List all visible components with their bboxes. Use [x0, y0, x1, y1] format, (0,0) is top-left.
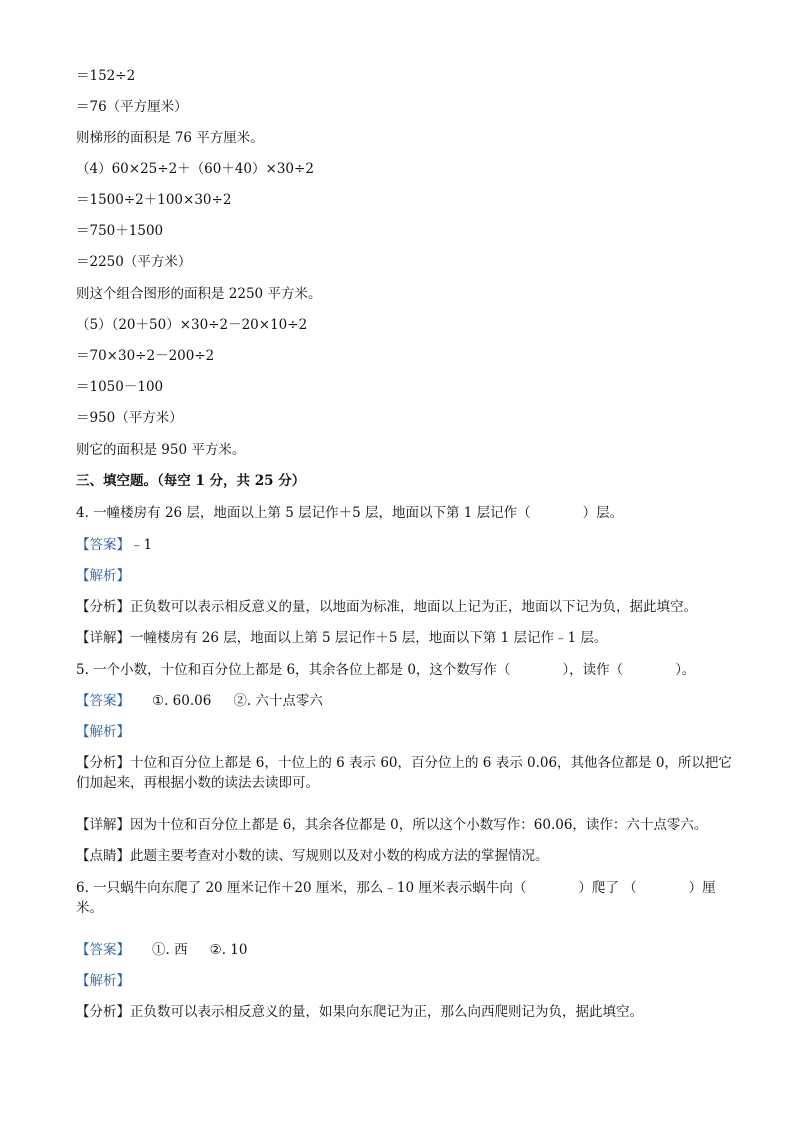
- analysis-label: 【分析】: [76, 1004, 130, 1020]
- question-4-answer: [76, 535, 734, 555]
- analysis-text: 正负数可以表示相反意义的量，以地面为标准，地面以上记为正，地面以下记为负，据此填空。: [130, 599, 697, 615]
- question-stem-text: ）。: [675, 662, 696, 678]
- question-stem-text: 6. 一只蜗牛向东爬了 20 厘米记作＋20 厘米，那么﹣10 厘米表示蜗牛向（: [76, 880, 527, 896]
- calc-line: ＝2250（平方米）: [76, 254, 192, 270]
- analysis-head-label: 【解析】: [76, 724, 130, 740]
- question-5-comment: [76, 846, 734, 866]
- answer-value: ①. 60.06: [152, 693, 212, 709]
- calc-line: （4）60×25÷2＋（60＋40）×30÷2: [76, 161, 314, 177]
- analysis-head-label: 【解析】: [76, 973, 130, 989]
- calc-line: ＝76（平方厘米）: [76, 99, 188, 115]
- question-4-detail: [76, 628, 734, 648]
- question-5-analysis: [76, 753, 734, 793]
- question-4-analysis: [76, 597, 734, 617]
- conclusion-line: 则它的面积是 950 平方米。: [76, 442, 246, 458]
- question-5-answer: [76, 691, 734, 711]
- calc-line: ＝152÷2: [76, 68, 136, 84]
- question-stem-text: 4. 一幢楼房有 26 层，地面以上第 5 层记作＋5 层，地面以下第 1 层记作（: [76, 505, 531, 521]
- analysis-label: 【分析】: [76, 599, 130, 615]
- detail-text: 因为十位和百分位上都是 6，其余各位都是 0，所以这个小数写作：60.06，读作：六十点零六。: [130, 817, 708, 833]
- calc-line: ＝950（平方米）: [76, 410, 183, 426]
- analysis-head-label: 【解析】: [76, 568, 130, 584]
- question-stem-text: ），读作（: [562, 662, 624, 678]
- conclusion-line: 则这个组合图形的面积是 2250 平方米。: [76, 286, 322, 302]
- question-stem-text: ）厘米。: [76, 880, 716, 916]
- question-4-stem: [76, 503, 734, 523]
- answer-label: 【答案】: [76, 537, 130, 553]
- answer-value: ①. 西: [152, 942, 188, 958]
- calc-line: ＝1500÷2＋100×30÷2: [76, 192, 232, 208]
- question-stem-text: 5. 一个小数，十位和百分位上都是 6，其余各位上都是 0，这个数写作（: [76, 662, 511, 678]
- answer-label: 【答案】: [76, 942, 130, 958]
- detail-label: 【详解】: [76, 630, 130, 646]
- question-5-analysis-head: [76, 722, 734, 742]
- comment-label: 【点睛】: [76, 848, 130, 864]
- analysis-text: 十位和百分位上都是 6，十位上的 6 表示 60，百分位上的 6 表示 0.06，其他各位都是 0，所以把它们加起来，再根据小数的读法去读即可。: [76, 755, 732, 791]
- question-6-stem: [76, 878, 734, 918]
- comment-text: 此题主要考查对小数的读、写规则以及对小数的构成方法的掌握情况。: [130, 848, 549, 864]
- answer-value: ②. 六十点零六: [233, 693, 323, 709]
- answer-value: ②. 10: [209, 942, 248, 958]
- detail-label: 【详解】: [76, 817, 130, 833]
- calc-line: ＝750＋1500: [76, 223, 164, 239]
- question-4-analysis-head: [76, 566, 734, 586]
- answer-value: ﹣1: [130, 537, 153, 553]
- question-6-answer: [76, 940, 734, 960]
- calc-line: ＝1050－100: [76, 379, 164, 395]
- question-stem-text: ）爬了 （: [578, 880, 637, 896]
- question-6-analysis: [76, 1002, 734, 1022]
- detail-text: 一幢楼房有 26 层，地面以上第 5 层记作＋5 层，地面以下第 1 层记作﹣1 层。: [130, 630, 608, 646]
- question-5-detail: [76, 815, 734, 835]
- analysis-label: 【分析】: [76, 755, 130, 771]
- answer-label: 【答案】: [76, 693, 130, 709]
- conclusion-line: 则梯形的面积是 76 平方厘米。: [76, 130, 264, 146]
- question-stem-text: ）层。: [582, 505, 624, 521]
- calc-line: （5）（20＋50）×30÷2－20×10÷2: [76, 317, 308, 333]
- calc-line: ＝70×30÷2－200÷2: [76, 348, 215, 364]
- question-5-stem: [76, 660, 734, 680]
- section-title: 三、填空题。（每空 1 分，共 25 分）: [76, 473, 306, 489]
- question-6-analysis-head: [76, 971, 734, 991]
- analysis-text: 正负数可以表示相反意义的量，如果向东爬记为正，那么向西爬则记为负，据此填空。: [130, 1004, 643, 1020]
